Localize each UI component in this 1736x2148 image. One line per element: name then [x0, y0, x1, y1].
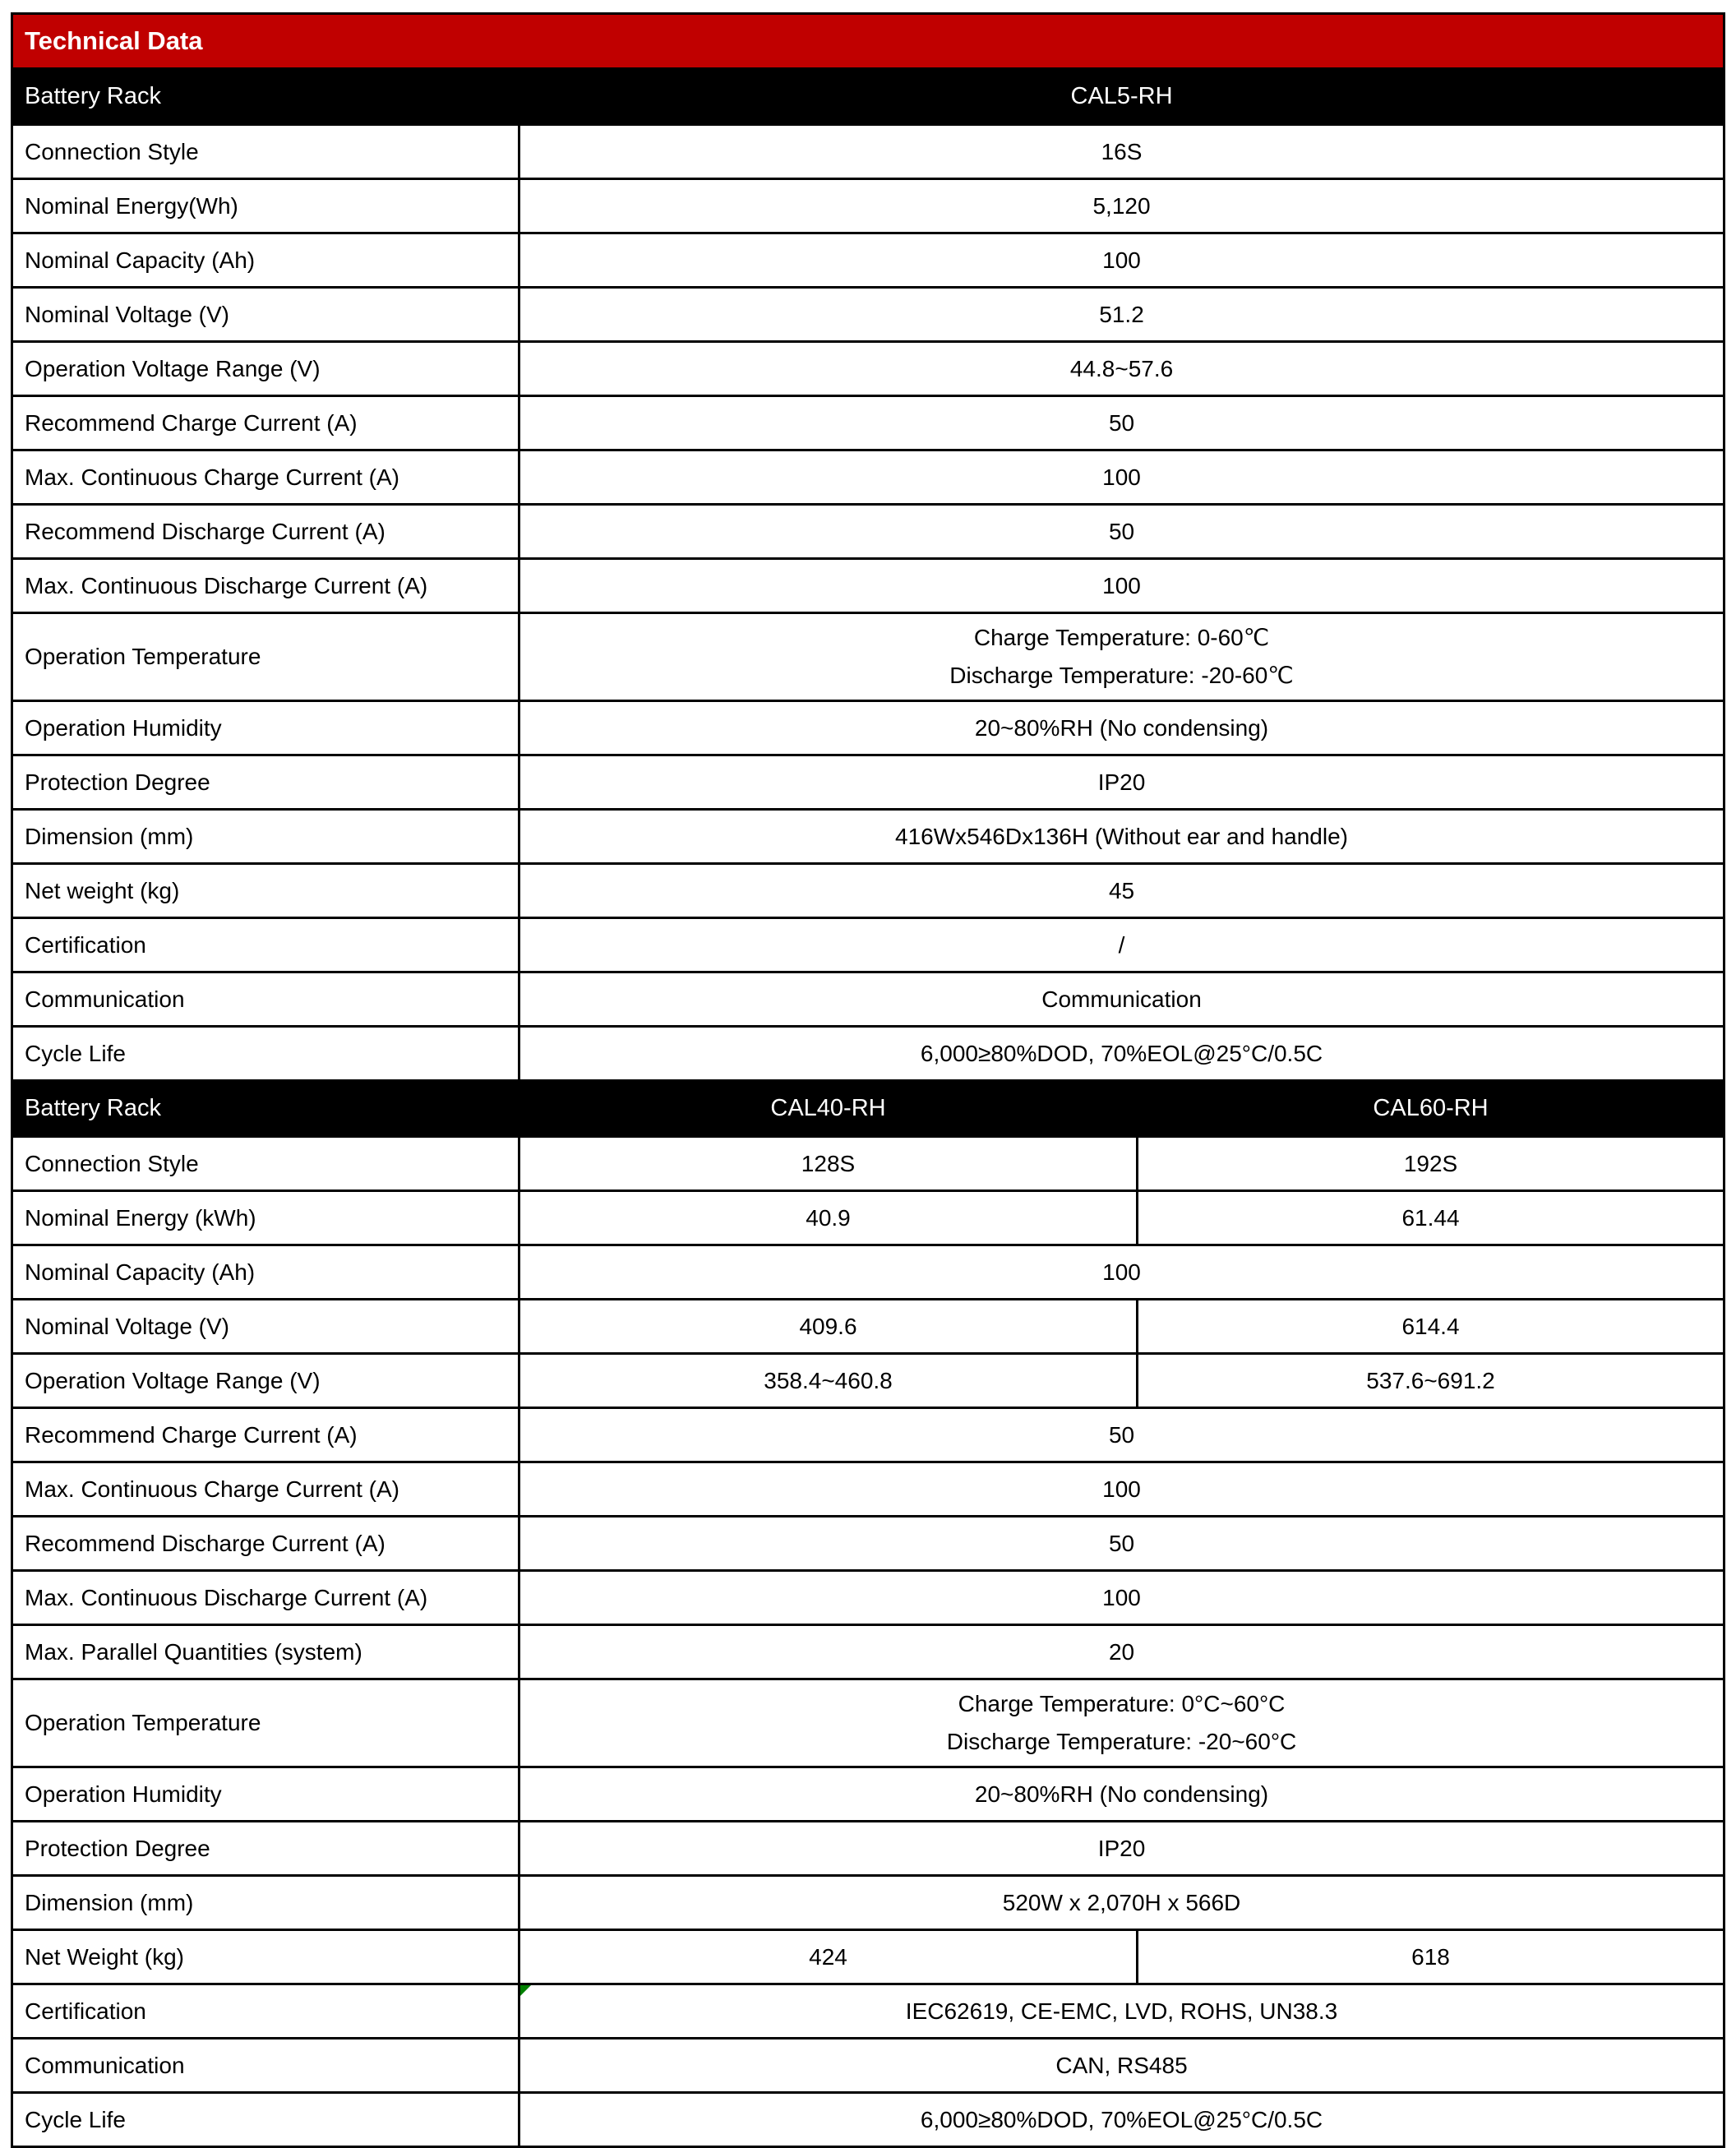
row-value: CAN, RS485	[519, 2039, 1724, 2093]
row-label: Operation Humidity	[12, 1767, 519, 1822]
row-label: Recommend Discharge Current (A)	[12, 505, 519, 559]
row-label: Net weight (kg)	[12, 864, 519, 918]
table-row	[12, 396, 1724, 450]
table-row	[12, 864, 1724, 918]
row-value: /	[519, 918, 1724, 972]
row-value-cal40: 40.9	[519, 1191, 1138, 1245]
row-value: 416Wx546Dx136H (Without ear and handle)	[519, 810, 1724, 864]
table1-header-label: Battery Rack	[12, 69, 519, 125]
row-label: Protection Degree	[12, 1822, 519, 1876]
cell-corner-marker-icon	[520, 1985, 531, 1996]
row-label: Max. Continuous Charge Current (A)	[12, 450, 519, 505]
table-row	[12, 179, 1724, 233]
row-value-cal40: 409.6	[519, 1300, 1138, 1354]
row-value: 100	[519, 1245, 1724, 1300]
row-value	[519, 1679, 1724, 1767]
row-label: Nominal Capacity (Ah)	[12, 233, 519, 288]
table2-header-model-b: CAL60-RH	[1138, 1081, 1724, 1137]
row-value: 100	[519, 450, 1724, 505]
row-value: 16S	[519, 125, 1724, 179]
row-value: 20~80%RH (No condensing)	[519, 1767, 1724, 1822]
row-value	[519, 613, 1724, 701]
row-label: Communication	[12, 972, 519, 1027]
table-row	[12, 342, 1724, 396]
technical-data-sheet	[11, 12, 1723, 2148]
row-value-cal40: 424	[519, 1930, 1138, 1984]
table1-header-row	[12, 69, 1724, 125]
row-value-cal60: 537.6~691.2	[1138, 1354, 1724, 1408]
row-label: Recommend Charge Current (A)	[12, 396, 519, 450]
table-row	[12, 1408, 1724, 1462]
spec-table	[11, 12, 1725, 2148]
table-row	[12, 1679, 1724, 1767]
row-label: Nominal Energy(Wh)	[12, 179, 519, 233]
row-value: 20	[519, 1625, 1724, 1679]
table-row	[12, 505, 1724, 559]
row-value: 51.2	[519, 288, 1724, 342]
row-value-cal60: 61.44	[1138, 1191, 1724, 1245]
table-row	[12, 810, 1724, 864]
row-label: Operation Humidity	[12, 701, 519, 755]
table2-header-row	[12, 1081, 1724, 1137]
table2-header-model-a: CAL40-RH	[519, 1081, 1138, 1137]
row-value-cal60: 618	[1138, 1930, 1724, 1984]
table-row	[12, 1191, 1724, 1245]
table-row	[12, 1354, 1724, 1408]
row-value: 100	[519, 559, 1724, 613]
row-value-cal40: 128S	[519, 1137, 1138, 1191]
row-value: 50	[519, 505, 1724, 559]
table-row	[12, 1027, 1724, 1081]
row-label: Connection Style	[12, 125, 519, 179]
row-value: Communication	[519, 972, 1724, 1027]
row-label: Nominal Energy (kWh)	[12, 1191, 519, 1245]
row-value-line1: Charge Temperature: 0-60℃	[973, 625, 1270, 650]
table-row	[12, 755, 1724, 810]
row-value: IP20	[519, 755, 1724, 810]
row-label: Cycle Life	[12, 2093, 519, 2147]
row-value: 50	[519, 396, 1724, 450]
row-value: 6,000≥80%DOD, 70%EOL@25°C/0.5C	[519, 2093, 1724, 2147]
row-value: IP20	[519, 1822, 1724, 1876]
title-row	[12, 14, 1724, 69]
row-label: Max. Continuous Discharge Current (A)	[12, 559, 519, 613]
page-title: Technical Data	[12, 14, 1724, 69]
row-value: 50	[519, 1517, 1724, 1571]
row-value: 100	[519, 233, 1724, 288]
table-row	[12, 613, 1724, 701]
row-label: Max. Parallel Quantities (system)	[12, 1625, 519, 1679]
table-row	[12, 1822, 1724, 1876]
row-value-cal60: 614.4	[1138, 1300, 1724, 1354]
table-row	[12, 1137, 1724, 1191]
row-label: Certification	[12, 1984, 519, 2039]
row-value: 44.8~57.6	[519, 342, 1724, 396]
row-label: Connection Style	[12, 1137, 519, 1191]
table-row	[12, 559, 1724, 613]
table-row	[12, 450, 1724, 505]
row-value: 520W x 2,070H x 566D	[519, 1876, 1724, 1930]
row-label: Nominal Voltage (V)	[12, 288, 519, 342]
certification-value: IEC62619, CE-EMC, LVD, ROHS, UN38.3	[905, 1998, 1338, 2024]
row-label: Operation Voltage Range (V)	[12, 1354, 519, 1408]
table-row	[12, 125, 1724, 179]
row-value-line2: Discharge Temperature: -20~60°C	[946, 1729, 1297, 1754]
table-row	[12, 1300, 1724, 1354]
row-value: 50	[519, 1408, 1724, 1462]
table-row	[12, 2093, 1724, 2147]
row-value-cal40: 358.4~460.8	[519, 1354, 1138, 1408]
table-row	[12, 1571, 1724, 1625]
row-label: Cycle Life	[12, 1027, 519, 1081]
table-row	[12, 918, 1724, 972]
table-row	[12, 288, 1724, 342]
row-value-cal60: 192S	[1138, 1137, 1724, 1191]
table1-header-model: CAL5-RH	[519, 69, 1724, 125]
row-label: Nominal Capacity (Ah)	[12, 1245, 519, 1300]
table-row	[12, 1245, 1724, 1300]
row-label: Operation Temperature	[12, 1679, 519, 1767]
row-value-line1: Charge Temperature: 0°C~60°C	[958, 1691, 1286, 1716]
table-row	[12, 1462, 1724, 1517]
row-value: 100	[519, 1462, 1724, 1517]
row-value: 45	[519, 864, 1724, 918]
table-row	[12, 1767, 1724, 1822]
row-label: Max. Continuous Charge Current (A)	[12, 1462, 519, 1517]
table-row	[12, 701, 1724, 755]
table-row	[12, 972, 1724, 1027]
row-label: Communication	[12, 2039, 519, 2093]
row-label: Protection Degree	[12, 755, 519, 810]
row-label: Certification	[12, 918, 519, 972]
row-value: 100	[519, 1571, 1724, 1625]
row-value: 6,000≥80%DOD, 70%EOL@25°C/0.5C	[519, 1027, 1724, 1081]
row-label: Operation Temperature	[12, 613, 519, 701]
table-row	[12, 1876, 1724, 1930]
row-value-line2: Discharge Temperature: -20-60℃	[949, 663, 1294, 688]
row-label: Dimension (mm)	[12, 810, 519, 864]
row-value	[519, 1984, 1724, 2039]
table-row	[12, 1930, 1724, 1984]
row-value: 20~80%RH (No condensing)	[519, 701, 1724, 755]
row-label: Max. Continuous Discharge Current (A)	[12, 1571, 519, 1625]
table-row	[12, 233, 1724, 288]
row-label: Net Weight (kg)	[12, 1930, 519, 1984]
row-value: 5,120	[519, 179, 1724, 233]
table-row	[12, 1625, 1724, 1679]
table-row	[12, 1517, 1724, 1571]
table2-header-label: Battery Rack	[12, 1081, 519, 1137]
row-label: Recommend Charge Current (A)	[12, 1408, 519, 1462]
table-row	[12, 2039, 1724, 2093]
row-label: Nominal Voltage (V)	[12, 1300, 519, 1354]
row-label: Recommend Discharge Current (A)	[12, 1517, 519, 1571]
row-label: Dimension (mm)	[12, 1876, 519, 1930]
table-row	[12, 1984, 1724, 2039]
row-label: Operation Voltage Range (V)	[12, 342, 519, 396]
